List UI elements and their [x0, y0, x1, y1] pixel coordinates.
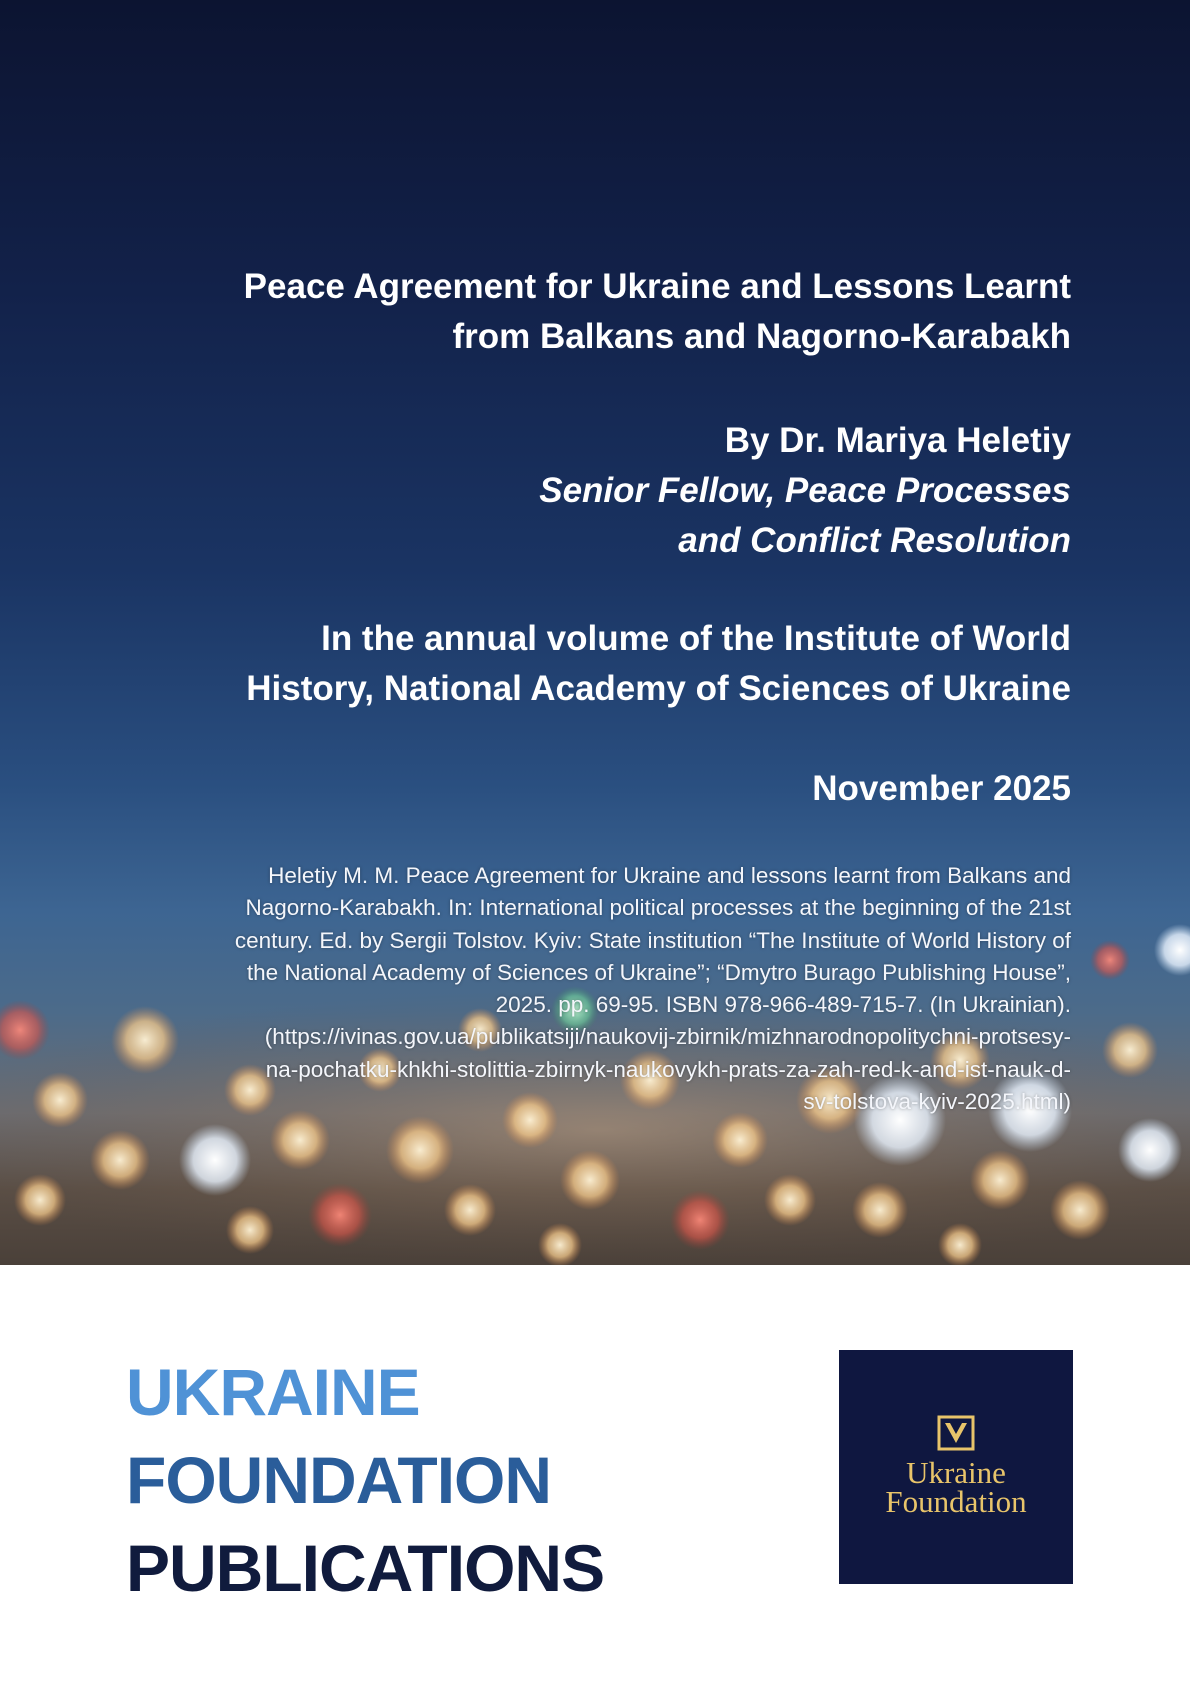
citation-link-line[interactable]: sv-tolstova-kyiv-2025.html)	[803, 1089, 1071, 1115]
title-line-1: Peace Agreement for Ukraine and Lessons Learnt	[243, 267, 1071, 306]
citation-link-line[interactable]: (https://ivinas.gov.ua/publikatsiji/naukovij-zbirnik/mizhnarodnopolitychni-protsesy-	[264, 1024, 1071, 1050]
volume-line-2: History, National Academy of Sciences of Ukraine	[246, 669, 1071, 708]
citation-line: Heletiy M. M. Peace Agreement for Ukraine and lessons learnt from Balkans and	[268, 863, 1071, 888]
series-line-1: UKRAINE	[126, 1355, 420, 1429]
author-role-line-2: and Conflict Resolution	[678, 521, 1071, 560]
series-name	[126, 1348, 604, 1612]
title-line-2: from Balkans and Nagorno-Karabakh	[452, 317, 1071, 356]
citation-block	[111, 860, 1071, 1118]
citation-line: Nagorno-Karabakh. In: International political processes at the beginning of the 21st	[245, 895, 1071, 921]
citation-line: century. Ed. by Sergii Tolstov. Kyiv: State institution “The Institute of World History of	[234, 927, 1071, 953]
series-line-2: FOUNDATION	[126, 1443, 552, 1517]
logo-line-2: Foundation	[885, 1484, 1027, 1519]
publication-date: November 2025	[812, 769, 1071, 808]
shield-v-icon	[937, 1415, 975, 1451]
ukraine-foundation-logo	[839, 1350, 1073, 1584]
author-block	[171, 416, 1071, 566]
logo-line-1: Ukraine	[906, 1455, 1006, 1490]
volume-note	[111, 614, 1071, 714]
citation-line: the National Academy of Sciences of Ukraine”; “Dmytro Burago Publishing House”,	[246, 959, 1071, 985]
author-name: By Dr. Mariya Heletiy	[724, 421, 1071, 460]
author-role-line-1: Senior Fellow, Peace Processes	[539, 471, 1071, 510]
citation-link-line[interactable]: na-pochatku-khkhi-stolittia-zbirnyk-naukovykh-prats-za-zah-red-k-and-ist-nauk-d-	[265, 1056, 1071, 1082]
volume-line-1: In the annual volume of the Institute of World	[321, 619, 1071, 658]
logo-wordmark	[839, 1455, 1073, 1519]
series-line-3: PUBLICATIONS	[126, 1531, 605, 1605]
citation-line: 2025. pp. 69-95. ISBN 978-966-489-715-7. (In Ukrainian).	[495, 992, 1071, 1018]
report-title	[131, 262, 1071, 362]
